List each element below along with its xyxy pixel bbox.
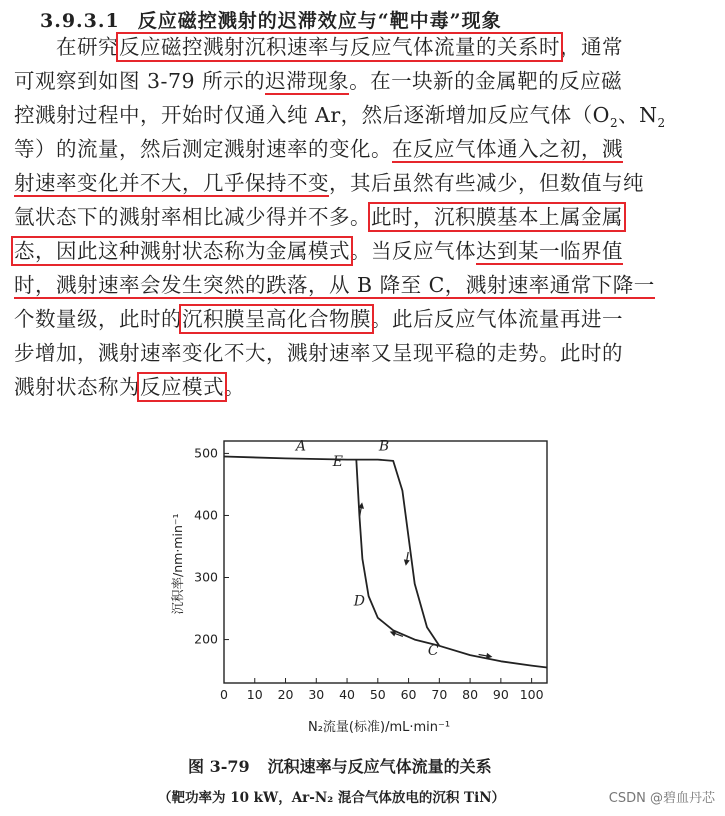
point-label-A: A (295, 438, 306, 455)
caption-number: 图 3-79 (188, 757, 250, 776)
y-tick-label: 200 (194, 631, 218, 647)
x-tick-label: 90 (492, 687, 509, 702)
section-title: 反应磁控溅射的迟滞效应与“靶中毒”现象 (137, 10, 502, 32)
x-tick-label: 50 (369, 687, 386, 702)
plot-frame (224, 441, 547, 683)
x-tick-label: 40 (339, 687, 356, 702)
text-run: ，通常 (560, 35, 623, 59)
x-tick-label: 60 (400, 687, 417, 702)
point-label-D: D (353, 593, 365, 610)
y-tick-label: 500 (194, 445, 218, 461)
text-run: 步增加，溅射速率变化不大，溅射速率又呈现平稳的走势。此时的 (14, 341, 623, 365)
highlight-box: 反应模式 (140, 375, 224, 399)
highlight-box: 反应磁控溅射沉积速率与反应气体流量的关系时 (119, 35, 560, 59)
highlight-box: 此时，沉积膜基本上属金属 (371, 205, 623, 229)
text-run: 溅射状态称为 (14, 375, 140, 399)
x-tick-label: 10 (246, 687, 263, 702)
underlined-text: 时，溅射速率会发生突然的跌落，从 B 降至 C，溅射速率通常下降一 (14, 273, 655, 297)
chart (160, 430, 560, 730)
y-tick-label: 400 (194, 507, 218, 523)
section-heading (40, 6, 502, 33)
text-run: 。 (224, 375, 245, 399)
y-tick-label: 300 (194, 569, 218, 585)
highlight-box: 态，因此这种溅射状态称为金属模式 (14, 239, 350, 263)
figure-subcaption: （靶功率为 10 kW，Ar-N₂ 混合气体放电的沉积 TiN） (158, 790, 506, 806)
text-run: 。在一块新的金属靶的反应磁 (349, 69, 623, 93)
chart-svg (160, 430, 560, 730)
highlight-box: 沉积膜呈高化合物膜 (182, 307, 371, 331)
text-run: 可观察到如图 3-79 所示的 (14, 69, 266, 93)
x-tick-label: 30 (308, 687, 325, 702)
y-axis-label: 沉积率/nm·min⁻¹ (170, 513, 185, 615)
x-tick-label: 0 (220, 687, 228, 702)
series-line-decreasing (356, 460, 439, 646)
text-run: 、N (618, 103, 658, 127)
y-axis-label-wrap (167, 500, 187, 630)
underlined-text: 达到某一临界值 (476, 239, 623, 263)
underlined-text: 射速率变化并不大，几乎保持不变 (14, 171, 329, 195)
section-number: 3.9.3.1 (40, 10, 120, 32)
point-label-C: C (427, 643, 439, 660)
text-run: ，其后虽然有些减少，但数值与纯 (329, 171, 644, 195)
x-axis-label: N₂流量(标准)/mL·min⁻¹ (308, 720, 451, 735)
watermark: CSDN @碧血丹芯 (608, 791, 715, 806)
text-run: 等）的流量，然后测定溅射速率的变化。 (14, 137, 392, 161)
figure-caption (188, 754, 492, 777)
series-line-increasing (224, 457, 547, 668)
underlined-text: 在反应气体通入之初，溅 (392, 137, 623, 161)
point-label-B: B (378, 438, 390, 455)
x-tick-label: 70 (431, 687, 448, 702)
text-run: 在研究 (56, 35, 119, 59)
caption-title: 沉积速率与反应气体流量的关系 (267, 757, 492, 776)
text-run: 氩状态下的溅射率相比减少得并不多。 (14, 205, 371, 229)
body-paragraph (14, 30, 704, 404)
x-tick-label: 20 (277, 687, 294, 702)
text-run: 。当反应气体 (350, 239, 476, 263)
x-tick-label: 80 (462, 687, 479, 702)
underlined-text: 迟滞现象 (265, 69, 350, 93)
subscript: 2 (609, 116, 619, 131)
x-tick-label: 100 (519, 687, 544, 702)
text-run: 个数量级，此时的 (14, 307, 182, 331)
subscript: 2 (657, 116, 666, 131)
text-run: 。此后反应气体流量再进一 (371, 307, 623, 331)
point-label-E: E (332, 453, 343, 470)
text-run: 控溅射过程中，开始时仅通入纯 Ar，然后逐渐增加反应气体（O (14, 103, 610, 127)
